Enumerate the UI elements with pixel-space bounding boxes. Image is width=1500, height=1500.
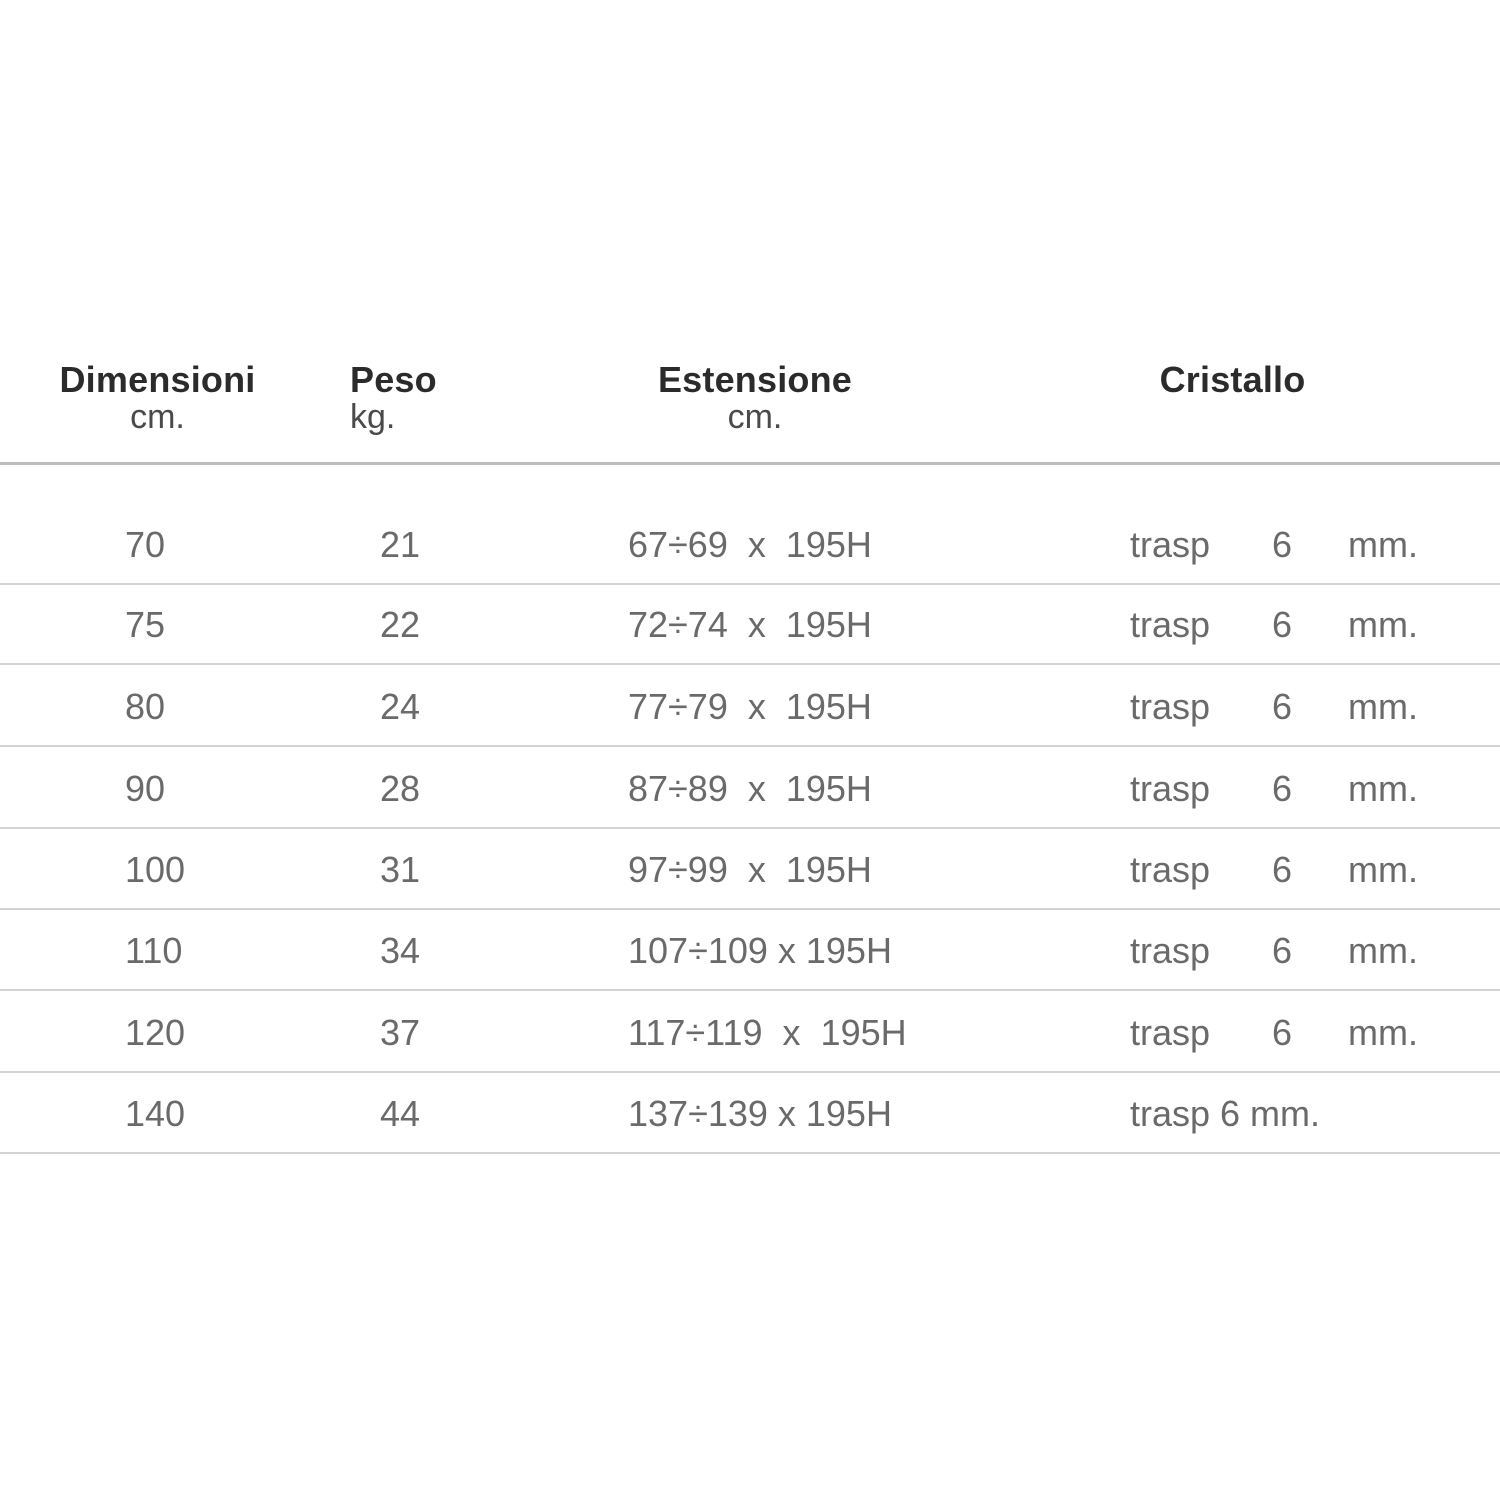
row-divider [0, 1071, 1500, 1073]
cell-cristallo-unit: mm. [1348, 768, 1418, 809]
cell-cristallo-unit: mm. [1348, 524, 1418, 565]
cell-estensione: 97÷99 x 195H [628, 849, 872, 890]
row-divider [0, 1152, 1500, 1154]
cell-peso: 21 [380, 524, 421, 565]
header-dimensioni-title: Dimensioni [59, 359, 256, 400]
cell-estensione: 87÷89 x 195H [628, 768, 872, 809]
cell-dimensioni: 100 [125, 849, 186, 890]
cell-cristallo-thickness: 6 [1272, 1012, 1293, 1053]
header-peso-unit: kg. [350, 398, 396, 436]
cell-cristallo-thickness: 6 [1272, 930, 1293, 971]
cell-cristallo: trasp 6 mm. [1130, 1093, 1321, 1134]
cell-estensione: 107÷109 x 195H [628, 930, 892, 971]
cell-cristallo-unit: mm. [1348, 930, 1418, 971]
header-estensione [600, 359, 910, 436]
table-row [0, 993, 1500, 1073]
table-row [0, 505, 1500, 585]
cell-cristallo-type: trasp [1130, 768, 1211, 809]
cell-peso: 37 [380, 1012, 421, 1053]
cell-peso: 44 [380, 1093, 421, 1134]
table-row [0, 1074, 1500, 1154]
cell-estensione: 67÷69 x 195H [628, 524, 872, 565]
cell-cristallo-unit: mm. [1348, 849, 1418, 890]
row-divider [0, 908, 1500, 910]
cell-cristallo-thickness: 6 [1272, 768, 1293, 809]
table-row [0, 667, 1500, 747]
cell-estensione: 117÷119 x 195H [628, 1012, 907, 1053]
cell-dimensioni: 75 [125, 604, 166, 645]
cell-cristallo-thickness: 6 [1272, 524, 1293, 565]
cell-cristallo-thickness: 6 [1272, 686, 1293, 727]
cell-peso: 24 [380, 686, 421, 727]
cell-cristallo-type: trasp [1130, 604, 1211, 645]
header-cristallo [1100, 359, 1365, 400]
cell-cristallo-type: trasp [1130, 849, 1211, 890]
cell-peso: 34 [380, 930, 421, 971]
header-estensione-unit: cm. [727, 398, 783, 436]
cell-estensione: 137÷139 x 195H [628, 1093, 892, 1134]
cell-cristallo-type: trasp [1130, 686, 1211, 727]
cell-estensione: 72÷74 x 195H [628, 604, 872, 645]
header-dimensioni-unit: cm. [130, 398, 185, 436]
cell-peso: 31 [380, 849, 421, 890]
cell-dimensioni: 80 [125, 686, 166, 727]
cell-dimensioni: 90 [125, 768, 166, 809]
row-divider [0, 745, 1500, 747]
cell-cristallo-unit: mm. [1348, 686, 1418, 727]
header-estensione-title: Estensione [657, 359, 853, 400]
table-row [0, 585, 1500, 665]
header-divider [0, 462, 1500, 465]
cell-dimensioni: 120 [125, 1012, 186, 1053]
cell-peso: 28 [380, 768, 421, 809]
cell-dimensioni: 110 [125, 930, 183, 971]
header-peso-title: Peso [350, 359, 437, 400]
cell-cristallo-unit: mm. [1348, 604, 1418, 645]
row-divider [0, 663, 1500, 665]
cell-cristallo-type: trasp [1130, 930, 1211, 971]
table-row [0, 749, 1500, 829]
cell-dimensioni: 70 [125, 524, 166, 565]
cell-dimensioni: 140 [125, 1093, 186, 1134]
header-dimensioni [40, 359, 275, 436]
table-row [0, 830, 1500, 910]
row-divider [0, 827, 1500, 829]
cell-cristallo-unit: mm. [1348, 1012, 1418, 1053]
cell-peso: 22 [380, 604, 421, 645]
header-peso [350, 359, 460, 436]
cell-cristallo-type: trasp [1130, 524, 1211, 565]
cell-estensione: 77÷79 x 195H [628, 686, 872, 727]
header-cristallo-title: Cristallo [1159, 359, 1306, 400]
cell-cristallo-type: trasp [1130, 1012, 1211, 1053]
table-row [0, 911, 1500, 991]
cell-cristallo-thickness: 6 [1272, 604, 1293, 645]
row-divider [0, 989, 1500, 991]
cell-cristallo-thickness: 6 [1272, 849, 1293, 890]
